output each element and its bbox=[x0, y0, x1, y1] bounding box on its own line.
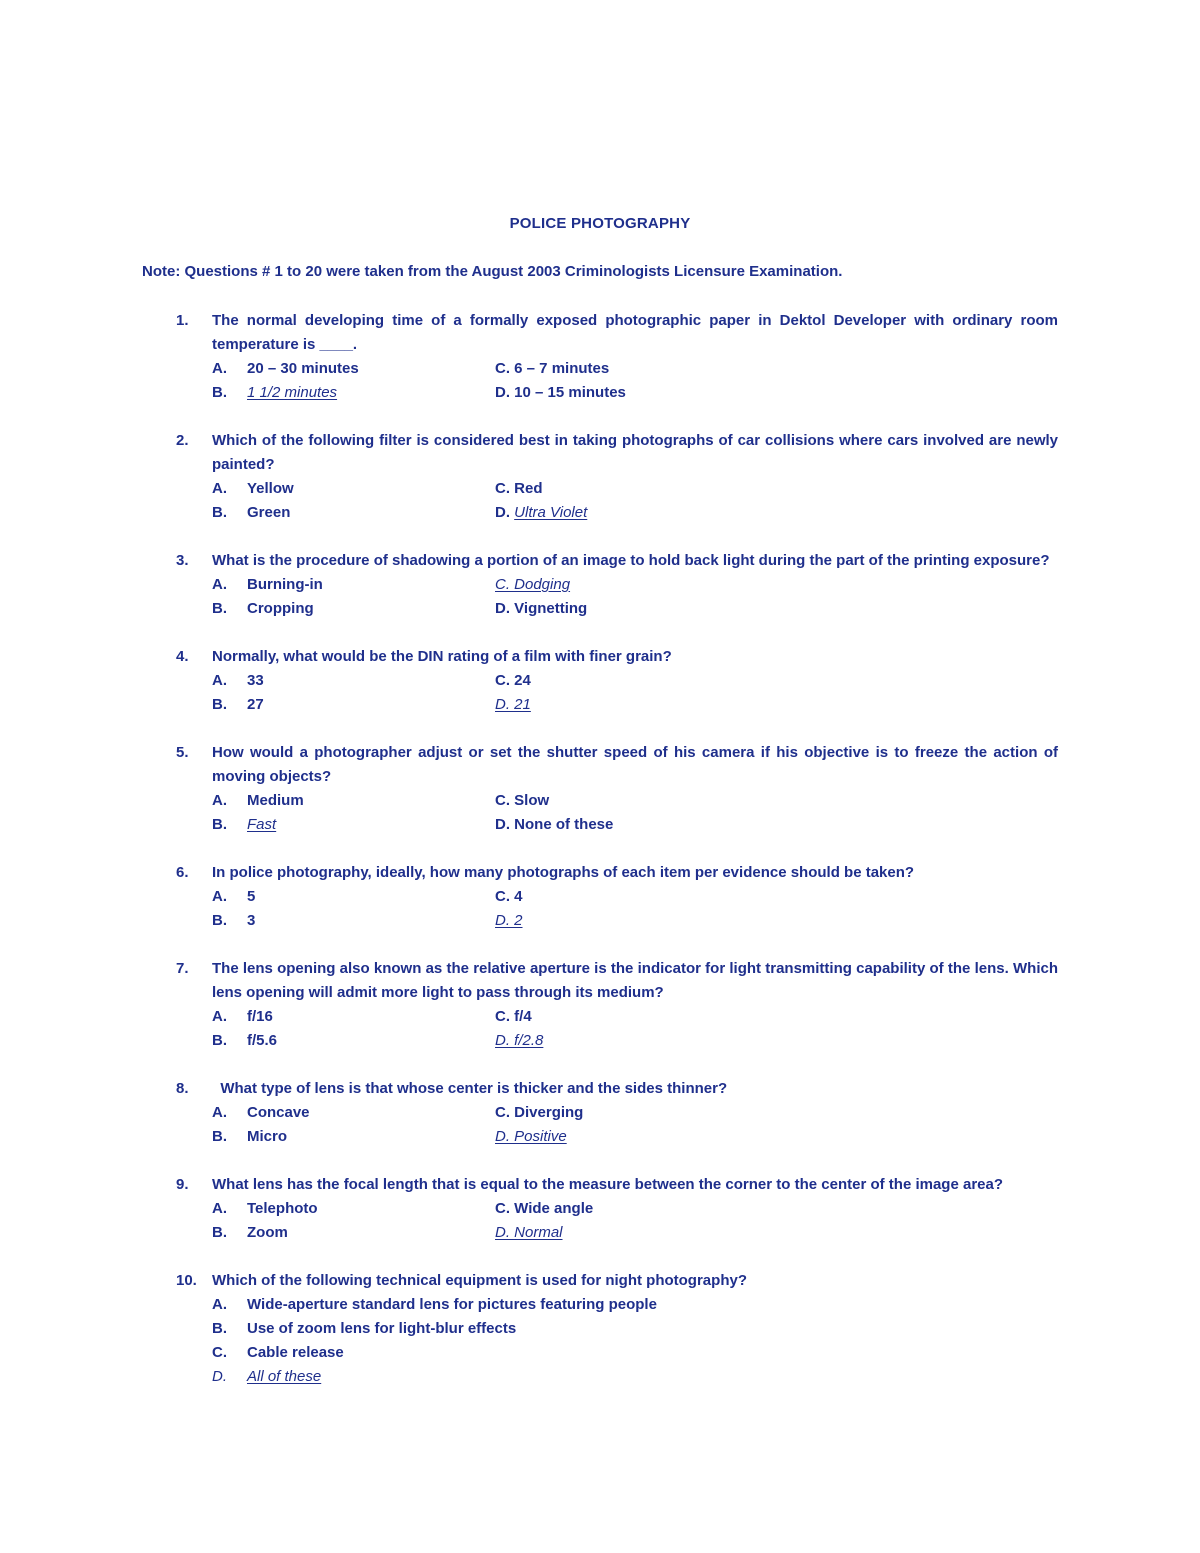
option-item bbox=[212, 693, 495, 717]
option-text: 20 – 30 minutes bbox=[247, 360, 359, 377]
question-text: Which of the following filter is considered best in taking photographs of car collisions where cars involved are newly painted? bbox=[212, 432, 1058, 473]
option-item bbox=[212, 909, 495, 933]
option-letter: C. bbox=[212, 1344, 227, 1361]
option-list bbox=[212, 1293, 1062, 1389]
correct-answer: 1 1/2 minutes bbox=[247, 384, 338, 401]
question-item bbox=[142, 429, 1062, 525]
question-number: 10. bbox=[176, 1272, 197, 1289]
option-text: C. Diverging bbox=[495, 1104, 584, 1121]
page-title: POLICE PHOTOGRAPHY bbox=[509, 215, 691, 232]
question-number: 2. bbox=[176, 432, 189, 449]
option-text: Medium bbox=[247, 792, 304, 809]
option-letter: D. bbox=[495, 504, 510, 521]
option-item bbox=[212, 501, 495, 525]
option-text: Micro bbox=[247, 1128, 288, 1145]
correct-answer: Ultra Violet bbox=[514, 504, 588, 521]
option-letter: A. bbox=[212, 1296, 227, 1313]
question-number: 3. bbox=[176, 552, 189, 569]
question-item bbox=[142, 861, 1062, 933]
correct-answer: C. Dodging bbox=[495, 576, 571, 593]
option-letter: A. bbox=[212, 1104, 227, 1121]
question-text: The normal developing time of a formally exposed photographic paper in Dektol Developer with ordinary room temperature is ____. bbox=[212, 312, 1058, 353]
option-item bbox=[495, 1101, 795, 1125]
option-item bbox=[495, 1197, 795, 1221]
option-item bbox=[495, 1029, 795, 1053]
option-text: D. Vignetting bbox=[495, 600, 588, 617]
option-text: D. 10 – 15 minutes bbox=[495, 384, 626, 401]
option-text: 3 bbox=[247, 912, 256, 929]
option-item bbox=[212, 477, 495, 501]
option-letter: B. bbox=[212, 1032, 227, 1049]
option-letter: A. bbox=[212, 672, 227, 689]
question-text: How would a photographer adjust or set the shutter speed of his camera if his objective is to freeze the action of moving objects? bbox=[212, 744, 1058, 785]
option-letter: B. bbox=[212, 1320, 227, 1337]
option-item bbox=[495, 573, 795, 597]
question-item bbox=[142, 741, 1062, 837]
question-text: What lens has the focal length that is equal to the measure between the corner to the center of the image area? bbox=[212, 1176, 1004, 1193]
option-item bbox=[495, 813, 795, 837]
option-text: Telephoto bbox=[247, 1200, 318, 1217]
option-item bbox=[495, 1125, 795, 1149]
question-number: 4. bbox=[176, 648, 189, 665]
correct-answer: D. Positive bbox=[495, 1128, 567, 1145]
question-text: In police photography, ideally, how many photographs of each item per evidence should be taken? bbox=[212, 864, 915, 881]
option-text: Concave bbox=[247, 1104, 310, 1121]
option-item bbox=[212, 813, 495, 837]
correct-answer: D. 2 bbox=[495, 912, 523, 929]
option-letter: A. bbox=[212, 792, 227, 809]
option-text: Cable release bbox=[247, 1344, 344, 1361]
option-grid bbox=[212, 357, 1062, 405]
option-text: Zoom bbox=[247, 1224, 288, 1241]
option-letter: A. bbox=[212, 888, 227, 905]
option-text: C. 4 bbox=[495, 888, 523, 905]
correct-answer: Fast bbox=[247, 816, 277, 833]
option-item bbox=[212, 357, 495, 381]
question-item bbox=[142, 549, 1062, 621]
question-number: 8. bbox=[176, 1080, 189, 1097]
option-grid bbox=[212, 1005, 1062, 1053]
option-item bbox=[212, 381, 495, 405]
question-text: What is the procedure of shadowing a portion of an image to hold back light during the part of the printing exposure? bbox=[212, 552, 1050, 569]
option-item bbox=[212, 1197, 495, 1221]
option-item bbox=[212, 1317, 812, 1341]
option-letter: B. bbox=[212, 1128, 227, 1145]
option-letter: A. bbox=[212, 1008, 227, 1025]
option-text: Burning-in bbox=[247, 576, 323, 593]
question-number: 5. bbox=[176, 744, 189, 761]
option-text: Yellow bbox=[247, 480, 294, 497]
option-text: C. Slow bbox=[495, 792, 550, 809]
option-grid bbox=[212, 789, 1062, 837]
option-item bbox=[212, 597, 495, 621]
option-text: 27 bbox=[247, 696, 264, 713]
option-item bbox=[495, 789, 795, 813]
option-text: 33 bbox=[247, 672, 264, 689]
option-letter: A. bbox=[212, 1200, 227, 1217]
option-text: f/16 bbox=[247, 1008, 273, 1025]
option-text: C. 6 – 7 minutes bbox=[495, 360, 610, 377]
exam-note: Note: Questions # 1 to 20 were taken from the August 2003 Criminologists Licensure Examination. bbox=[142, 263, 843, 280]
option-letter: A. bbox=[212, 576, 227, 593]
option-grid bbox=[212, 669, 1062, 717]
question-text: Normally, what would be the DIN rating of a film with finer grain? bbox=[212, 648, 672, 665]
question-text: What type of lens is that whose center is thicker and the sides thinner? bbox=[212, 1080, 728, 1097]
option-item bbox=[212, 573, 495, 597]
option-item bbox=[495, 909, 795, 933]
option-letter: B. bbox=[212, 384, 227, 401]
option-item bbox=[212, 1029, 495, 1053]
question-item bbox=[142, 1077, 1062, 1149]
question-number: 9. bbox=[176, 1176, 189, 1193]
option-item bbox=[495, 669, 795, 693]
option-grid bbox=[212, 1197, 1062, 1245]
option-text: Use of zoom lens for light-blur effects bbox=[247, 1320, 517, 1337]
option-grid bbox=[212, 1101, 1062, 1149]
option-text: C. f/4 bbox=[495, 1008, 532, 1025]
option-text: Green bbox=[247, 504, 291, 521]
question-list bbox=[142, 309, 1062, 1413]
option-letter: B. bbox=[212, 504, 227, 521]
option-item bbox=[212, 885, 495, 909]
option-letter: B. bbox=[212, 912, 227, 929]
correct-answer: All of these bbox=[247, 1368, 322, 1385]
option-item bbox=[495, 597, 795, 621]
option-item bbox=[212, 789, 495, 813]
option-item bbox=[212, 1341, 812, 1365]
option-item bbox=[495, 357, 795, 381]
question-number: 1. bbox=[176, 312, 189, 329]
option-grid bbox=[212, 885, 1062, 933]
option-letter: A. bbox=[212, 480, 227, 497]
correct-answer: D. 21 bbox=[495, 696, 531, 713]
option-item bbox=[495, 1221, 795, 1245]
question-item bbox=[142, 1269, 1062, 1389]
option-letter: B. bbox=[212, 696, 227, 713]
option-item bbox=[212, 1365, 812, 1389]
option-item bbox=[212, 1101, 495, 1125]
option-letter: A. bbox=[212, 360, 227, 377]
option-text: C. 24 bbox=[495, 672, 531, 689]
option-letter: B. bbox=[212, 600, 227, 617]
option-item bbox=[495, 1005, 795, 1029]
option-text: C. Red bbox=[495, 480, 543, 497]
question-number: 6. bbox=[176, 864, 189, 881]
option-text: D. None of these bbox=[495, 816, 614, 833]
option-letter: B. bbox=[212, 1224, 227, 1241]
question-item bbox=[142, 1173, 1062, 1245]
option-item bbox=[212, 1221, 495, 1245]
option-text: Wide-aperture standard lens for pictures featuring people bbox=[247, 1296, 657, 1313]
question-item bbox=[142, 957, 1062, 1053]
option-item bbox=[495, 381, 795, 405]
option-text: Cropping bbox=[247, 600, 314, 617]
option-item bbox=[495, 693, 795, 717]
option-text: f/5.6 bbox=[247, 1032, 278, 1049]
option-grid bbox=[212, 477, 1062, 525]
option-grid bbox=[212, 573, 1062, 621]
option-item bbox=[212, 1005, 495, 1029]
correct-answer: D. Normal bbox=[495, 1224, 563, 1241]
option-item bbox=[212, 1293, 812, 1317]
option-item bbox=[495, 885, 795, 909]
correct-answer: D. f/2.8 bbox=[495, 1032, 544, 1049]
option-item bbox=[212, 669, 495, 693]
question-item bbox=[142, 309, 1062, 405]
question-text: Which of the following technical equipment is used for night photography? bbox=[212, 1272, 747, 1289]
option-letter: D. bbox=[212, 1368, 227, 1385]
option-text: 5 bbox=[247, 888, 256, 905]
question-text: The lens opening also known as the relative aperture is the indicator for light transmitting capability of the lens. Which lens opening will admit more light to pass through its medium? bbox=[212, 960, 1058, 1001]
option-item bbox=[495, 477, 795, 501]
option-letter: B. bbox=[212, 816, 227, 833]
question-number: 7. bbox=[176, 960, 189, 977]
option-item bbox=[495, 501, 795, 525]
option-item bbox=[212, 1125, 495, 1149]
option-text: C. Wide angle bbox=[495, 1200, 594, 1217]
question-item bbox=[142, 645, 1062, 717]
